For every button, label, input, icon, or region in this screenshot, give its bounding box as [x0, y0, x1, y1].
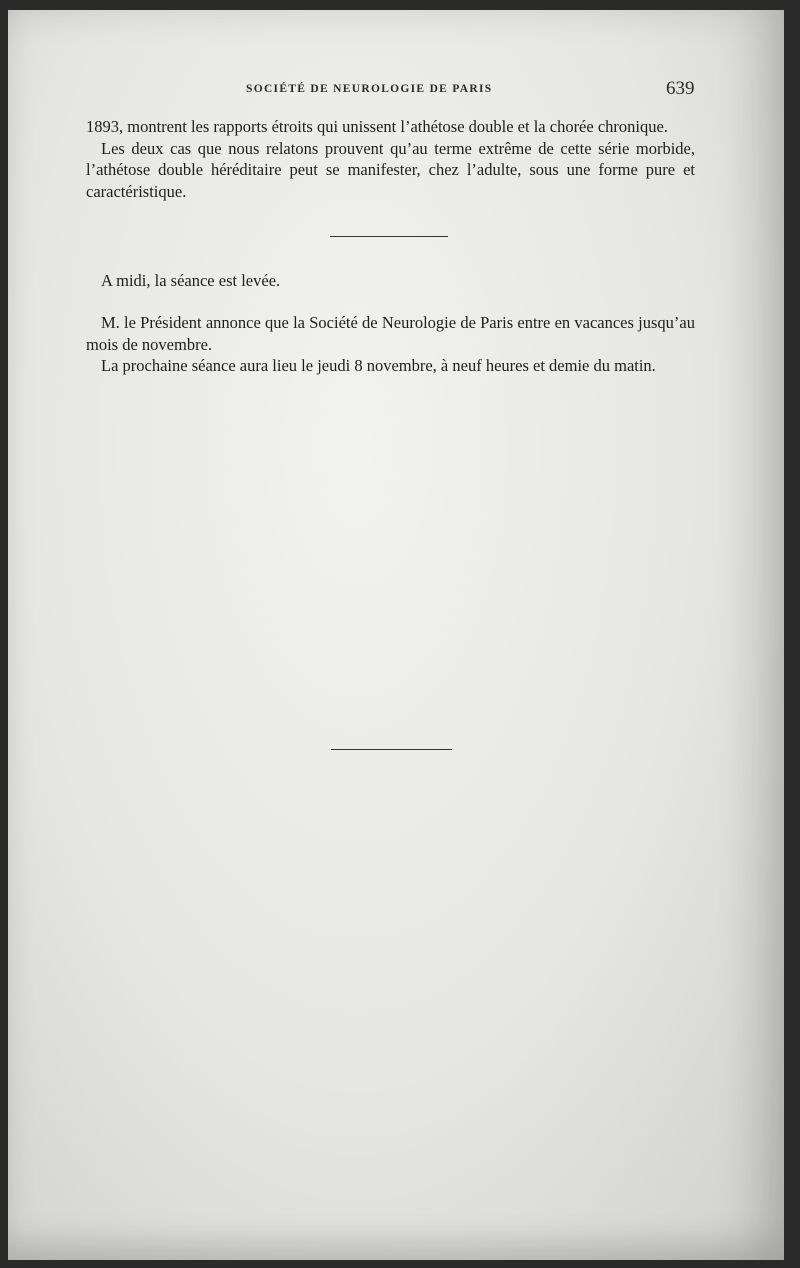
body-text-top — [86, 116, 695, 202]
paragraph-2: Les deux cas que nous relatons prouvent qu’au terme extrême de cette série morbide, l’athétose double héréditaire peut se manifester, chez l’adulte, sous une forme pure et caractéristique. — [86, 138, 695, 201]
closing-text-1 — [86, 270, 695, 292]
closing-paragraph-3: La prochaine séance aura lieu le jeudi 8 novembre, à neuf heures et demie du matin. — [101, 356, 656, 375]
page-number: 639 — [666, 78, 695, 99]
end-divider — [331, 749, 452, 750]
closing-text-2 — [86, 312, 695, 377]
paragraph-1: 1893, montrent les rapports étroits qui unissent l’athétose double et la chorée chronique. — [86, 117, 668, 136]
section-divider-top — [330, 236, 448, 237]
closing-paragraph-1: A midi, la séance est levée. — [101, 271, 281, 290]
running-title: SOCIÉTÉ DE NEUROLOGIE DE PARIS — [246, 83, 493, 95]
closing-paragraph-2: M. le Président annonce que la Société de Neurologie de Paris entre en vacances jusqu’au mois de novembre. — [86, 313, 695, 354]
